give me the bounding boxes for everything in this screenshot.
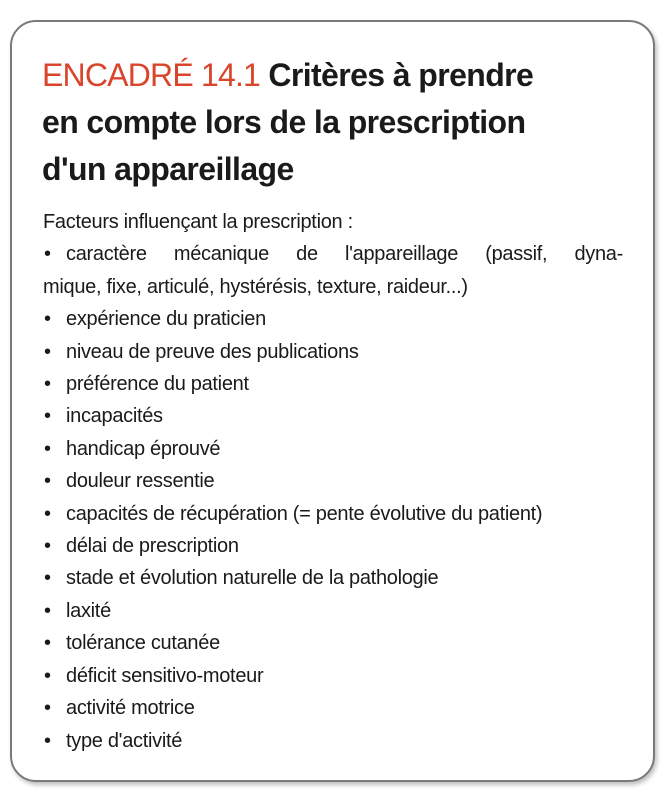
- bullet-icon: •: [44, 535, 51, 558]
- box-title: [42, 52, 533, 193]
- bullet-icon: •: [44, 664, 51, 687]
- bullet-icon: •: [44, 373, 51, 396]
- bullet-icon: •: [44, 729, 51, 752]
- list-item-line-1: caractère mécanique de l'appareillage (passif, dyna-: [66, 243, 623, 266]
- list-item-text: capacités de récupération (= pente évolutive du patient): [66, 502, 543, 525]
- list-item: [43, 562, 623, 594]
- list-item-text: niveau de preuve des publications: [66, 340, 359, 363]
- list-item-text: expérience du praticien: [66, 308, 266, 331]
- bullet-icon: •: [44, 697, 51, 720]
- title-line-3: d'un appareillage: [42, 151, 294, 187]
- list-item: [43, 238, 623, 303]
- list-item: [43, 465, 623, 497]
- bullet-icon: •: [44, 308, 51, 331]
- list-item: [43, 595, 623, 627]
- bullet-icon: •: [44, 437, 51, 460]
- list-item-text: préférence du patient: [66, 373, 249, 396]
- bullet-icon: •: [44, 470, 51, 493]
- criteria-list-rest: [43, 303, 623, 757]
- box-label: ENCADRÉ 14.1: [42, 57, 261, 93]
- list-item-text: déficit sensitivo-moteur: [66, 664, 264, 687]
- list-item-text: stade et évolution naturelle de la pathologie: [66, 567, 439, 590]
- list-item: [43, 498, 623, 530]
- intro-text: Facteurs influençant la prescription :: [43, 211, 353, 233]
- box-body: [43, 206, 623, 757]
- bullet-icon: •: [44, 567, 51, 590]
- list-item-text: type d'activité: [66, 729, 183, 752]
- list-item-line-2: mique, fixe, articulé, hystérésis, texture, raideur...): [43, 275, 468, 298]
- title-line-2: en compte lors de la prescription: [42, 104, 526, 140]
- list-item: [43, 433, 623, 465]
- list-item-text: tolérance cutanée: [66, 632, 220, 655]
- list-item: [43, 368, 623, 400]
- list-item: [43, 660, 623, 692]
- list-item: [43, 303, 623, 335]
- title-line-1: Critères à prendre: [268, 57, 534, 93]
- bullet-icon: •: [44, 340, 51, 363]
- criteria-list: [43, 238, 623, 303]
- list-item-text: incapacités: [66, 405, 163, 428]
- list-item-text: laxité: [66, 599, 111, 622]
- list-item-text: activité motrice: [66, 697, 195, 720]
- list-item: [43, 400, 623, 432]
- bullet-icon: •: [44, 599, 51, 622]
- list-item: [43, 336, 623, 368]
- bullet-icon: •: [44, 243, 51, 266]
- list-item: [43, 692, 623, 724]
- bullet-icon: •: [44, 502, 51, 525]
- bullet-icon: •: [44, 632, 51, 655]
- bullet-icon: •: [44, 405, 51, 428]
- list-item: [43, 627, 623, 659]
- list-item-text: douleur ressentie: [66, 470, 215, 493]
- list-item-text: délai de prescription: [66, 535, 239, 558]
- list-item-text: handicap éprouvé: [66, 437, 221, 460]
- list-item: [43, 530, 623, 562]
- list-item: [43, 725, 623, 757]
